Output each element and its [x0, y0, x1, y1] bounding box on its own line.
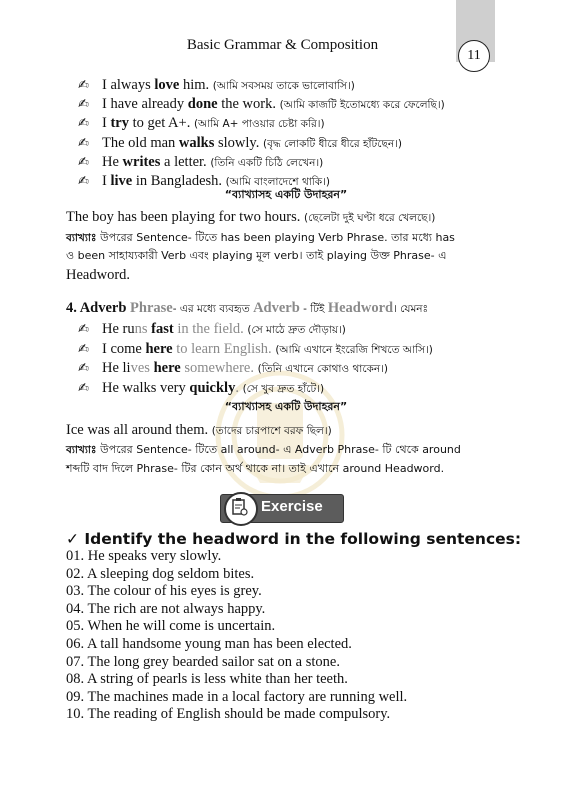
verb-example-list	[66, 76, 506, 191]
list-item: ✍ I come here to learn English. (আমি এখানে ইংরেজি শিখতে আসি।)	[66, 340, 506, 360]
exercise-item: 01. He speaks very slowly.	[66, 548, 222, 564]
exercise-item: 06. A tall handsome young man has been elected.	[66, 635, 352, 652]
example-sentence: The boy has been playing for two hours. (ছেলেটা দুই ঘণ্টা ধরে খেলছে।)	[66, 209, 436, 226]
verb-explanation	[66, 186, 506, 285]
list-item: ✍ I try to get A+. (আমি A+ পাওয়ার চেষ্টা করি।)	[66, 114, 506, 133]
pencil-icon: ✍	[78, 78, 89, 93]
exercise-item: 04. The rich are not always happy.	[66, 600, 266, 617]
list-item: ✍ I have already done the work. (আমি কাজটি ইতোমধ্যে করে ফেলেছি।)	[66, 95, 506, 114]
pencil-icon: ✍	[78, 361, 89, 377]
list-item: ✍ He runs fast in the field. (সে মাঠে দ্রুত দৌড়ায়।)	[66, 320, 506, 340]
clipboard-icon	[224, 492, 258, 526]
exercise-item: 07. The long grey bearded sailor sat on a stone.	[66, 653, 340, 670]
list-item: ✍ I always love him. (আমি সবসময় তাকে ভালোবাসি।)	[66, 76, 506, 95]
exercise-title: ✓ Identify the headword in the following sentences:	[66, 530, 522, 548]
subheading: “ব্যাখ্যাসহ একটি উদাহরন”	[224, 400, 348, 414]
subheading: “ব্যাখ্যাসহ একটি উদাহরন”	[224, 188, 348, 201]
pencil-icon: ✍	[78, 135, 89, 151]
exercise-label: Exercise	[261, 498, 323, 515]
pencil-icon: ✍	[78, 341, 89, 357]
section-heading: 4. Adverb Phrase- এর মধ্যে ব্যবহৃত Adverb - টিই Headword। যেমনঃ	[66, 300, 429, 316]
exercise-item: 08. A string of pearls is less white than her teeth.	[66, 671, 348, 688]
explanation-line: ব্যাখ্যাঃ উপরের Sentence- টিতে has been playing Verb Phrase. তার মধ্যে has	[66, 230, 455, 244]
page-title: Basic Grammar & Composition	[186, 37, 379, 53]
list-item: ✍ He lives here somewhere. (তিনি এখানে কোথাও থাকেন।)	[66, 359, 506, 379]
adverb-phrase-section	[66, 299, 506, 478]
exercise-item: 09. The machines made in a local factory are running well.	[66, 688, 408, 705]
explanation-line: ও been সাহায্যকারী Verb এবং playing মূল verb। তাই playing উক্ত Phrase- এ	[66, 249, 447, 263]
adverb-example-list	[66, 320, 506, 398]
exercise-badge	[220, 494, 344, 523]
explanation-line: ব্যাখ্যাঃ উপরের Sentence- টিতে all around- এ Adverb Phrase- টি থেকে around	[66, 443, 461, 457]
exercise-list	[66, 548, 506, 724]
list-item: ✍ I live in Bangladesh. (আমি বাংলাদেশে থাকি।)	[66, 172, 506, 191]
explanation-line: শব্দটি বাদ দিলে Phrase- টির কোন অর্থ থাকে না। তাই এখানে around Headword.	[66, 461, 445, 475]
list-item: ✍ The old man walks slowly. (বৃদ্ধ লোকটি ধীরে ধীরে হাঁটছেন।)	[66, 134, 506, 153]
pencil-icon: ✍	[78, 174, 89, 190]
list-item: ✍ He walks very quickly. (সে খুব দ্রুত হাঁটে।)	[66, 379, 506, 399]
page-number: 11	[458, 40, 490, 72]
exercise-item: 03. The colour of his eyes is grey.	[66, 583, 262, 600]
example-sentence: Ice was all around them. (তাদের চারপাশে বরফ ছিল।)	[66, 421, 332, 438]
pencil-icon: ✍	[78, 322, 89, 337]
pencil-icon: ✍	[78, 380, 89, 396]
pencil-icon: ✍	[78, 154, 89, 170]
exercise-item: 05. When he will come is uncertain.	[66, 618, 276, 635]
list-item: ✍ He writes a letter. (তিনি একটি চিঠি লেখেন।)	[66, 153, 506, 172]
explanation-line: Headword.	[66, 266, 131, 283]
pencil-icon: ✍	[78, 97, 89, 113]
exercise-item: 02. A sleeping dog seldom bites.	[66, 565, 255, 582]
pencil-icon: ✍	[78, 116, 89, 132]
exercise-item: 10. The reading of English should be made compulsory.	[66, 706, 391, 723]
